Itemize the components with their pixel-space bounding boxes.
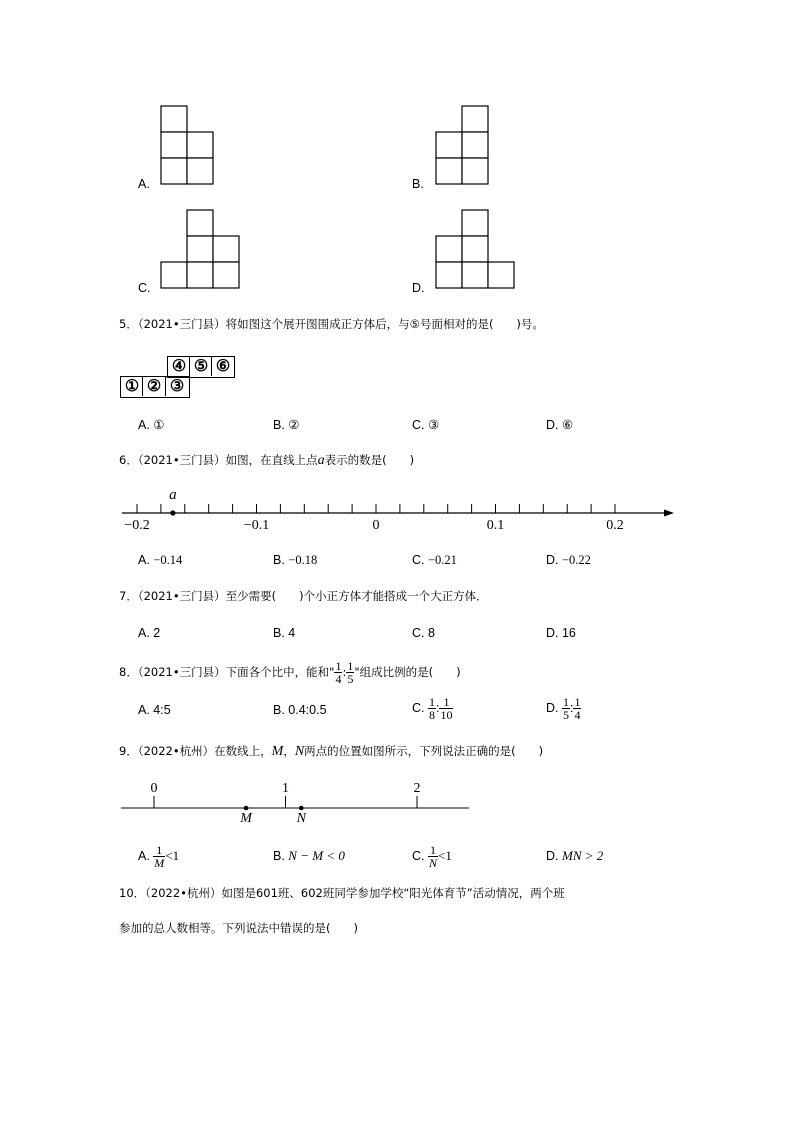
q5-stem [119,316,544,332]
q7-source: （2021•三门县） [137,589,226,603]
q7-option-a-label: A. [138,626,150,640]
q9-text-before: 在数线上， [214,744,272,758]
q5-source: （2021•三门县） [137,317,226,331]
q5-option-b-value: ② [288,418,300,432]
q7-option-d-value: 16 [561,626,576,640]
q8-option-d-frac-a: $\frac{1}{5}$ [562,695,569,723]
q8-option-b-value: 0.4:0.5 [288,703,327,717]
q5-option-a-label: A. [138,418,150,432]
q8-source: （2021•三门县） [137,665,226,679]
q9-option-b-label: B. [273,849,285,863]
q6-axis-label: 0.1 [486,518,505,533]
q9-option-c[interactable] [412,841,452,871]
q5-net-face-2: ② [146,378,162,395]
q10-source: （2022•杭州） [145,886,222,900]
q9-option-c-label: C. [412,849,425,863]
q9-point-n-label: N [296,811,306,826]
q9-text-after: 两点的位置如图所示，下列说法正确的是( ) [304,744,544,758]
q6-option-d[interactable] [546,552,591,568]
q9-m-var: M [271,744,284,759]
q9-option-a-label: A. [138,849,150,863]
q6-option-c-value: −0.21 [427,553,457,567]
q6-source: （2021•三门县） [137,453,226,467]
q4-option-d-figure [435,209,517,291]
q8-option-a-value: 4:5 [153,703,171,717]
q7-option-b-label: B. [273,626,285,640]
q8-option-b-label: B. [273,703,285,717]
q9-axis-label: 1 [282,781,289,796]
q5-option-c-value: ③ [427,418,440,432]
q9-point-m [244,806,249,811]
q9-option-c-rest: <1 [438,848,452,863]
q9-option-d[interactable] [546,848,603,864]
q6-number-line [118,484,678,534]
q7-option-c[interactable] [412,625,435,641]
q10-number: 10． [119,886,146,900]
q5-option-d-value: ⑥ [561,418,574,432]
q6-axis-label: −0.1 [243,518,270,533]
q8-option-d-label: D. [546,701,559,715]
q9-axis-label: 2 [413,781,421,796]
q7-text: 至少需要( )个小正方体才能搭成一个大正方体． [225,589,488,603]
q5-option-b-label: B. [273,418,285,432]
q4-option-c-figure [160,209,242,291]
q8-option-d-frac-b: $\frac{1}{4}$ [574,695,581,723]
q6-number: 6． [119,453,138,467]
q6-option-b-value: −0.18 [288,553,318,567]
q5-net-face-3: ③ [169,378,185,395]
q4-option-c-label: C. [138,281,151,295]
q6-axis-label: 0.2 [606,518,624,533]
q8-ratio-b: $\frac{1}{5}$ [347,659,354,686]
q7-option-d[interactable] [546,625,576,641]
q9-stem [119,743,543,760]
q5-net-face-1: ① [124,378,140,395]
q9-point-m-label: M [240,811,252,826]
q6-text2: 表示的数是( ) [324,453,415,467]
q9-option-d-value: MN > 2 [561,848,604,863]
q6-text: 如图，在直线上点 [225,453,318,467]
q5-option-d-label: D. [546,418,559,432]
q6-option-a[interactable] [138,552,182,568]
q7-option-c-value: 8 [427,626,435,640]
q6-var: a [317,453,325,468]
q5-option-d[interactable] [546,417,573,433]
q6-option-a-label: A. [138,553,150,567]
q8-option-c-label: C. [412,701,425,715]
q4-option-b-figure [435,105,491,187]
q8-text-after: "组成比例的是( ) [354,665,461,679]
q9-option-a-frac: $\frac{1}{M}$ [154,843,165,871]
q8-option-a-label: A. [138,703,150,717]
q5-option-c-label: C. [412,418,425,432]
q5-text: 将如图这个展开图围成正方体后，与⑤号面相对的是( )号。 [225,317,544,331]
q5-option-a-value: ① [153,418,165,432]
q9-option-a-rest: <1 [165,848,180,863]
q6-option-d-label: D. [546,553,559,567]
q5-net-figure [120,356,235,398]
q8-number: 8． [119,665,138,679]
q9-number-line [118,776,478,826]
q6-stem [119,452,414,469]
q10-line1: 如图是601班、602班同学参加学校“阳光体育节”活动情况，两个班 [221,886,565,900]
q5-net-face-5: ⑤ [193,358,209,375]
q9-sep: ， [283,744,295,758]
q6-point-a-label: a [169,487,177,503]
q8-option-c-frac-a: $\frac{1}{8}$ [428,695,435,723]
q5-net-face-4: ④ [171,358,187,375]
q6-option-b-label: B. [273,553,285,567]
q4-option-a-figure [160,105,216,187]
q7-option-a[interactable] [138,625,160,641]
q10-stem-line-2: 参加的总人数相等。下列说法中错误的是( ) [119,921,358,935]
q9-option-b[interactable] [273,848,345,864]
q9-point-n [299,806,304,811]
q9-source: （2022•杭州） [137,744,215,758]
q5-number: 5． [119,317,138,331]
q4-option-d-label: D. [412,281,425,295]
q9-axis-label: 0 [150,781,158,796]
q6-option-c-label: C. [412,553,425,567]
q5-option-c[interactable] [412,417,439,433]
q4-option-a-label: A. [138,177,150,191]
q6-axis-label: 0 [372,518,380,533]
q6-point-a [170,510,175,515]
q8-option-c-frac-b: $\frac{1}{10}$ [440,695,453,723]
q5-net-face-6: ⑥ [215,358,231,375]
q7-stem [119,588,488,604]
q6-option-c[interactable] [412,552,457,568]
q9-option-a[interactable] [138,841,179,871]
q4-option-b-label: B. [412,177,424,191]
q7-option-d-label: D. [546,626,559,640]
q6-option-a-value: −0.14 [153,553,183,567]
q8-option-a[interactable] [138,702,171,718]
q9-number: 9． [119,744,138,758]
q7-option-b[interactable] [273,625,295,641]
q7-option-c-label: C. [412,626,425,640]
q9-option-c-frac: $\frac{1}{N}$ [428,843,437,871]
q7-number: 7． [119,589,138,603]
q8-option-c[interactable]: C. $\frac{1}{8}$ : $\frac{1}{10}$ [412,695,453,723]
q8-text-before: 下面各个比中，能和" [225,665,335,679]
q8-ratio-a: $\frac{1}{4}$ [335,659,342,686]
q5-option-b[interactable] [273,417,300,433]
q10-stem-line-1 [119,885,565,901]
q7-option-a-value: 2 [153,626,161,640]
q9-n-var: N [294,744,305,759]
q9-option-d-label: D. [546,849,559,863]
q6-option-b[interactable] [273,552,317,568]
q7-option-b-value: 4 [288,626,296,640]
q8-option-b[interactable] [273,702,327,718]
q8-option-d[interactable]: D. $\frac{1}{5}$ : $\frac{1}{4}$ [546,695,581,723]
q6-option-d-value: −0.22 [561,553,591,567]
q6-axis-label: −0.2 [124,518,150,533]
q5-option-a[interactable] [138,417,165,433]
q6-axis-arrow [664,510,674,517]
q8-stem: 8．（2021•三门县）下面各个比中，能和" $\frac{1}{4}$ : $\frac{1}{5}$ "组成比例的是( ) [119,659,461,686]
q9-option-b-value: N − M < 0 [288,848,345,863]
